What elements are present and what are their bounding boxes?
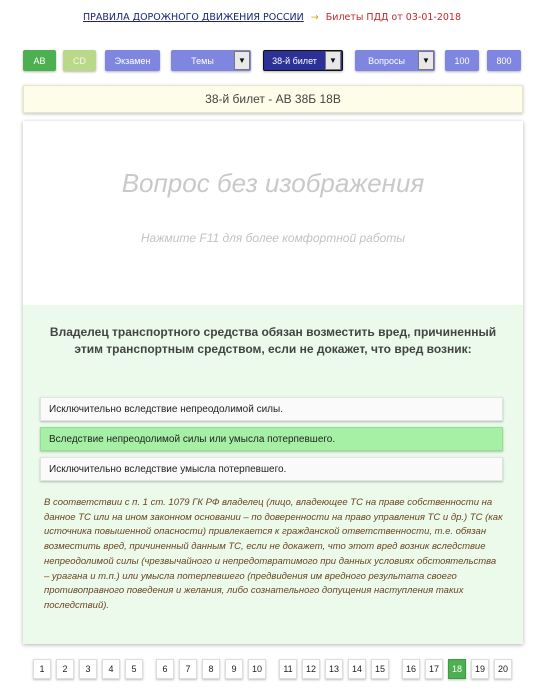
- page-button[interactable]: 4: [102, 659, 120, 679]
- explanation-text: В соответствии с п. 1 ст. 1079 ГК РФ владелец (лицо, владеющее ТС на праве собственности на данное ТС или на ином законном основании – по доверенности на право управления ТС и др.) ТС (как источника повышенной опасности) привлекается к гражданской ответственности, т.е. обязан возместить вред, причиненный данным ТС, если не докажет, что этот вред возник вследствие непреодолимой силы (чрезвычайного и непредотвратимого при данных условиях обстоятельства – урагана и т.п.) или умысла потерпевшего (предвидения им вредного результата своего противоправного поведения и желания, либо сознательного допущения наступления таких последствий).: [44, 497, 503, 611]
- page-button[interactable]: 19: [471, 659, 489, 679]
- answer-option-3[interactable]: Исключительно вследствие умысла потерпевшего.: [40, 457, 503, 481]
- exam-button[interactable]: Экзамен: [105, 50, 160, 71]
- page-button[interactable]: 15: [371, 659, 389, 679]
- question-card: [23, 121, 523, 644]
- category-cd-button[interactable]: CD: [63, 50, 96, 71]
- question-text: Владелец транспортного средства обязан возместить вред, причиненный этим транспортным средством, если не докажет, что вред возник:: [49, 325, 497, 356]
- page-button[interactable]: 11: [279, 659, 297, 679]
- breadcrumb-home-link[interactable]: ПРАВИЛА ДОРОЖНОГО ДВИЖЕНИЯ РОССИИ: [82, 12, 304, 23]
- toolbar: [0, 50, 544, 72]
- page-button[interactable]: 6: [156, 659, 174, 679]
- fullscreen-hint: Нажмите F11 для более комфортной работы: [140, 231, 406, 245]
- page-button[interactable]: 16: [402, 659, 420, 679]
- breadcrumb-arrow-icon: →: [310, 12, 319, 23]
- breadcrumb: [0, 12, 544, 23]
- ticket-select-label: 38-й билет: [272, 55, 317, 66]
- chevron-down-icon[interactable]: ▼: [325, 51, 341, 70]
- ticket-select[interactable]: [263, 50, 343, 71]
- ticket-title: 38-й билет - АВ 38Б 18В: [23, 85, 523, 113]
- chevron-down-icon[interactable]: ▼: [234, 51, 250, 70]
- page-button[interactable]: 3: [79, 659, 97, 679]
- page-button[interactable]: 1: [33, 659, 51, 679]
- page-button[interactable]: 10: [248, 659, 266, 679]
- page-button[interactable]: 9: [225, 659, 243, 679]
- page-button[interactable]: 13: [325, 659, 343, 679]
- no-image-text: Вопрос без изображения: [121, 168, 425, 198]
- page-button[interactable]: 20: [494, 659, 512, 679]
- questions-select[interactable]: [355, 50, 435, 71]
- page-button[interactable]: 17: [425, 659, 443, 679]
- page-button[interactable]: 8: [202, 659, 220, 679]
- page-button[interactable]: 5: [125, 659, 143, 679]
- page-button[interactable]: 14: [348, 659, 366, 679]
- page-button-active[interactable]: 18: [448, 659, 466, 679]
- answer-option-2[interactable]: Вследствие непреодолимой силы или умысла потерпевшего.: [40, 427, 503, 451]
- category-ab-button[interactable]: AB: [23, 50, 56, 71]
- question-image-area: [23, 121, 523, 305]
- ticket-pager: [0, 659, 544, 679]
- page-button[interactable]: 12: [302, 659, 320, 679]
- breadcrumb-current: Билеты ПДД от 03-01-2018: [325, 12, 462, 23]
- topics-select[interactable]: [171, 50, 251, 71]
- chevron-down-icon[interactable]: ▼: [418, 51, 434, 70]
- questions-100-button[interactable]: 100: [445, 50, 479, 71]
- page-button[interactable]: 7: [179, 659, 197, 679]
- page-button[interactable]: 2: [56, 659, 74, 679]
- questions-800-button[interactable]: 800: [487, 50, 521, 71]
- answer-option-1[interactable]: Исключительно вследствие непреодолимой силы.: [40, 397, 503, 421]
- topics-select-label: Темы: [191, 55, 214, 66]
- questions-select-label: Вопросы: [368, 55, 405, 66]
